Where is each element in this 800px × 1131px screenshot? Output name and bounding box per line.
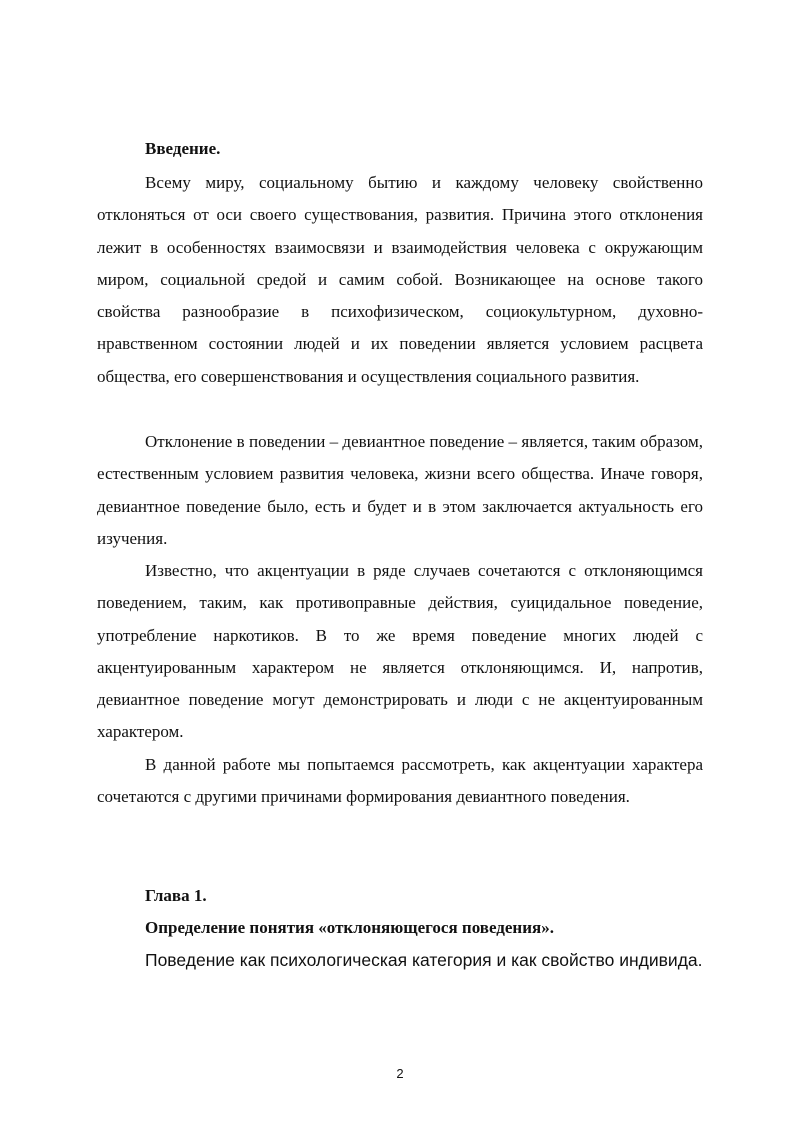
section-heading: Определение понятия «отклоняющегося поведения». xyxy=(145,918,554,937)
intro-heading: Введение. xyxy=(145,139,221,158)
document-page xyxy=(97,0,703,1131)
intro-paragraph-3: Известно, что акцентуации в ряде случаев сочетаются с отклоняющимся поведением, таким, как противоправные действия, суицидальное поведение, употребление наркотиков. В то же время поведение многих людей с акцентуированным характером не является отклоняющимся. И, напротив, девиантное поведение могут демонстрировать и люди с не акцентуированным характером. xyxy=(97,561,703,742)
intro-paragraph-2: Отклонение в поведении – девиантное поведение – является, таким образом, естественным условием развития человека, жизни всего общества. Иначе говоря, девиантное поведение было, есть и будет и в этом заключается актуальность его изучения. xyxy=(97,432,703,548)
intro-paragraph-4: В данной работе мы попытаемся рассмотреть, как акцентуации характера сочетаются с другими причинами формирования девиантного поведения. xyxy=(97,755,703,807)
subsection-text: Поведение как психологическая категория и как свойство индивида. xyxy=(145,950,703,970)
chapter-heading: Глава 1. xyxy=(145,886,207,905)
page-number: 2 xyxy=(396,1066,404,1081)
intro-paragraph-1: Всему миру, социальному бытию и каждому человеку свойственно отклоняться от оси своего существования, развития. Причина этого отклонения лежит в особенностях взаимосвязи и взаимодействия человека с окружающим миром, социальной средой и самим собой. Возникающее на основе такого свойства разнообразие в психофизическом, социокультурном, духовно-нравственном состоянии людей и их поведении является условием расцвета общества, его совершенствования и осуществления социального развития. xyxy=(97,173,703,386)
